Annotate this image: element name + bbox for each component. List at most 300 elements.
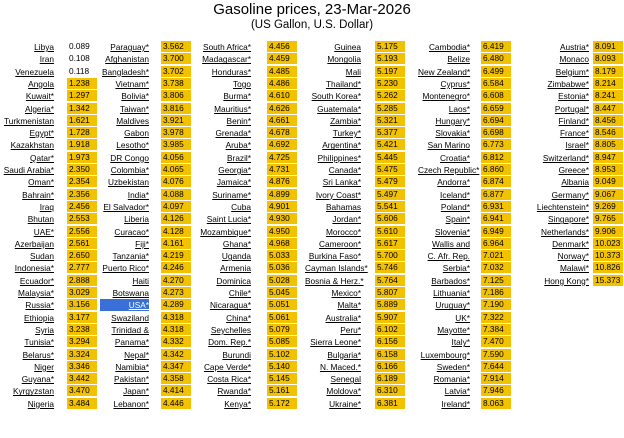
country-link[interactable]: Israel* bbox=[565, 140, 589, 151]
price-value: 4.661 bbox=[267, 115, 297, 126]
price-value: 4.358 bbox=[161, 373, 191, 384]
country-link[interactable]: Uganda bbox=[221, 251, 251, 262]
country-link[interactable]: Burma* bbox=[223, 91, 251, 102]
price-value: 4.930 bbox=[267, 213, 297, 224]
price-value: 8.456 bbox=[593, 115, 623, 126]
country-link[interactable]: Greece* bbox=[558, 165, 589, 175]
price-value: 6.480 bbox=[481, 53, 511, 64]
price-value: 5.061 bbox=[267, 312, 297, 323]
country-link[interactable]: Costa Rica* bbox=[207, 374, 251, 385]
price-value: 8.179 bbox=[593, 66, 623, 77]
country-link[interactable]: Azerbaijan bbox=[14, 238, 54, 249]
country-link[interactable]: Morocco* bbox=[325, 226, 361, 237]
price-value: 4.347 bbox=[161, 361, 191, 372]
country-link[interactable]: Moldova* bbox=[326, 386, 361, 397]
country-link[interactable]: Gabon bbox=[124, 128, 149, 139]
price-value: 5.193 bbox=[375, 53, 405, 64]
price-value: 5.746 bbox=[375, 262, 405, 273]
country-link[interactable]: South Africa* bbox=[203, 42, 251, 52]
country-link[interactable]: Saint Lucia* bbox=[206, 214, 251, 225]
price-value: 8.063 bbox=[481, 398, 511, 409]
price-value: 0.089 bbox=[67, 41, 97, 52]
price-value: 5.028 bbox=[267, 275, 297, 286]
price-value: 6.877 bbox=[481, 189, 511, 200]
country-link[interactable]: Monaco bbox=[559, 54, 589, 65]
price-value: 6.860 bbox=[481, 164, 511, 175]
price-value: 2.650 bbox=[67, 250, 97, 261]
price-value: 7.384 bbox=[481, 324, 511, 335]
country-link[interactable]: Ecuador* bbox=[19, 275, 54, 286]
chart-title: Gasoline prices, 23-Mar-2026 bbox=[213, 1, 411, 18]
country-link[interactable]: Grenada* bbox=[215, 128, 251, 139]
country-link[interactable]: Malawi* bbox=[559, 263, 589, 274]
country-link[interactable]: UK* bbox=[455, 312, 470, 323]
price-value: 8.805 bbox=[593, 139, 623, 150]
price-value: 8.947 bbox=[593, 152, 623, 163]
country-link[interactable]: Puerto Rico* bbox=[102, 263, 149, 274]
country-link[interactable]: Guatemala* bbox=[317, 103, 361, 114]
country-link[interactable]: Mali bbox=[345, 66, 361, 77]
country-link[interactable]: Bhutan bbox=[27, 214, 54, 225]
country-link[interactable]: Norway* bbox=[557, 251, 589, 262]
country-link[interactable]: Laos* bbox=[448, 103, 470, 114]
country-link[interactable]: Namibia* bbox=[115, 361, 149, 372]
country-link[interactable]: San Marino bbox=[427, 140, 470, 151]
country-link[interactable]: Haiti bbox=[132, 275, 149, 286]
country-link[interactable]: Denmark* bbox=[552, 238, 589, 249]
country-link[interactable]: Taiwan* bbox=[119, 103, 149, 114]
country-link[interactable]: Armenia bbox=[220, 263, 251, 274]
price-value: 6.698 bbox=[481, 127, 511, 138]
price-value: 4.318 bbox=[161, 312, 191, 323]
price-value: 3.806 bbox=[161, 90, 191, 101]
price-value: 6.189 bbox=[375, 373, 405, 384]
country-link[interactable]: Fiji* bbox=[135, 238, 149, 249]
country-link[interactable]: South Korea* bbox=[311, 91, 361, 102]
country-link[interactable]: Vietnam* bbox=[115, 78, 149, 89]
country-link[interactable]: Tunisia* bbox=[24, 337, 54, 348]
country-link[interactable]: Togo bbox=[233, 78, 251, 89]
country-link[interactable]: Albania bbox=[561, 177, 589, 188]
country-link[interactable]: Iran bbox=[39, 54, 54, 65]
price-value: 6.931 bbox=[481, 201, 511, 212]
price-value: 9.269 bbox=[593, 201, 623, 212]
country-link[interactable]: Mexico* bbox=[331, 288, 361, 298]
country-link[interactable]: Guyana* bbox=[21, 374, 54, 385]
price-value: 4.332 bbox=[161, 336, 191, 347]
country-link[interactable]: Colombia* bbox=[110, 165, 149, 175]
price-value: 7.644 bbox=[481, 361, 511, 372]
country-link[interactable]: Czech Republic* bbox=[418, 165, 480, 175]
country-link[interactable]: Cuba bbox=[231, 201, 251, 212]
country-link[interactable]: Dom. Rep.* bbox=[208, 337, 251, 348]
country-link[interactable]: Benin* bbox=[226, 115, 251, 126]
price-value: 1.342 bbox=[67, 103, 97, 114]
price-value: 7.186 bbox=[481, 287, 511, 298]
country-link[interactable]: Estonia* bbox=[558, 91, 589, 102]
price-value: 0.118 bbox=[67, 66, 97, 77]
country-link[interactable]: Brazil* bbox=[227, 152, 251, 163]
price-value: 4.731 bbox=[267, 164, 297, 175]
country-link[interactable]: India* bbox=[127, 189, 149, 200]
country-link[interactable]: Qatar* bbox=[30, 152, 54, 163]
price-value: 6.608 bbox=[481, 90, 511, 101]
price-value: 5.285 bbox=[375, 103, 405, 114]
price-value: 5.764 bbox=[375, 275, 405, 286]
country-link[interactable]: Belize bbox=[447, 54, 470, 65]
country-link[interactable]: Lesotho* bbox=[116, 140, 149, 151]
price-value: 5.700 bbox=[375, 250, 405, 261]
country-link[interactable]: Japan* bbox=[123, 386, 149, 397]
price-value: 6.694 bbox=[481, 115, 511, 126]
price-value: 5.230 bbox=[375, 78, 405, 89]
price-value: 3.738 bbox=[161, 78, 191, 89]
country-link[interactable]: Oman* bbox=[28, 177, 54, 188]
country-link[interactable]: Peru* bbox=[340, 324, 361, 335]
country-link[interactable]: Romania* bbox=[433, 374, 470, 385]
price-value: 5.197 bbox=[375, 66, 405, 77]
price-value: 8.091 bbox=[593, 41, 623, 52]
country-link[interactable]: Zimbabwe* bbox=[547, 78, 589, 89]
country-link[interactable]: Cambodia* bbox=[428, 42, 470, 52]
price-value: 4.876 bbox=[267, 176, 297, 187]
country-link[interactable]: Ivory Coast* bbox=[315, 189, 361, 200]
price-value: 3.978 bbox=[161, 127, 191, 138]
country-link[interactable]: Croatia* bbox=[440, 152, 470, 163]
price-value: 10.826 bbox=[593, 262, 623, 273]
price-value: 4.342 bbox=[161, 349, 191, 360]
country-link[interactable]: Malaysia* bbox=[18, 288, 54, 298]
price-value: 3.442 bbox=[67, 373, 97, 384]
country-link[interactable]: Bosnia & Herz.* bbox=[305, 275, 364, 286]
price-value: 4.901 bbox=[267, 201, 297, 212]
country-link[interactable]: Swaziland bbox=[111, 312, 149, 323]
country-link[interactable]: Mauritius* bbox=[214, 103, 251, 114]
country-link[interactable]: Bahamas bbox=[325, 201, 361, 212]
country-link[interactable]: Cayman Islands* bbox=[305, 263, 368, 274]
country-link[interactable]: Iraq bbox=[39, 201, 54, 212]
country-link[interactable]: Sudan bbox=[30, 251, 54, 262]
price-value: 6.941 bbox=[481, 213, 511, 224]
country-link[interactable]: Finland* bbox=[558, 115, 589, 126]
country-link[interactable]: Sweden* bbox=[436, 361, 470, 372]
price-value: 6.419 bbox=[481, 41, 511, 52]
country-link[interactable]: Nicaragua* bbox=[209, 300, 251, 311]
country-link[interactable]: Montenegro* bbox=[422, 91, 470, 102]
country-link[interactable]: Turkmenistan bbox=[4, 115, 54, 126]
price-value: 1.728 bbox=[67, 127, 97, 138]
country-link[interactable]: Jamaica* bbox=[216, 177, 251, 188]
country-link[interactable]: Cyprus* bbox=[440, 78, 470, 89]
price-value: 5.033 bbox=[267, 250, 297, 261]
country-link[interactable]: Venezuela bbox=[15, 66, 54, 77]
price-value: 4.076 bbox=[161, 176, 191, 187]
price-value: 5.907 bbox=[375, 312, 405, 323]
country-link[interactable]: Indonesia* bbox=[14, 263, 54, 274]
country-link[interactable]: Ghana* bbox=[222, 238, 251, 249]
country-link[interactable]: Panama* bbox=[114, 337, 149, 348]
country-link[interactable]: Chile* bbox=[228, 288, 251, 298]
price-value: 2.561 bbox=[67, 238, 97, 249]
price-value: 5.377 bbox=[375, 127, 405, 138]
country-link[interactable]: Tanzania* bbox=[112, 251, 149, 262]
country-link[interactable]: Cameroon* bbox=[319, 238, 361, 249]
country-link[interactable]: UAE* bbox=[33, 226, 54, 237]
price-value: 3.470 bbox=[67, 385, 97, 396]
country-link[interactable]: China* bbox=[226, 312, 251, 323]
country-link[interactable]: Netherlands* bbox=[541, 226, 589, 237]
country-link[interactable]: Nepal* bbox=[124, 349, 149, 360]
country-link[interactable]: Saudi Arabia* bbox=[3, 165, 54, 175]
country-link[interactable]: Georgia* bbox=[218, 165, 251, 175]
price-value: 5.175 bbox=[375, 41, 405, 52]
price-value: 6.874 bbox=[481, 176, 511, 187]
country-link[interactable]: Turkey* bbox=[332, 128, 361, 139]
country-link[interactable]: Hong Kong* bbox=[544, 275, 589, 286]
price-value: 2.356 bbox=[67, 189, 97, 200]
price-value: 2.350 bbox=[67, 164, 97, 175]
price-value: 5.102 bbox=[267, 349, 297, 360]
country-link[interactable]: Russia* bbox=[25, 300, 54, 311]
country-link[interactable]: Burkina Faso* bbox=[308, 251, 361, 262]
price-value: 4.097 bbox=[161, 201, 191, 212]
price-value: 4.219 bbox=[161, 250, 191, 261]
price-value: 6.584 bbox=[481, 78, 511, 89]
country-link[interactable]: Iceland* bbox=[440, 189, 470, 200]
country-link[interactable]: Argentina* bbox=[322, 140, 361, 151]
price-value: 6.812 bbox=[481, 152, 511, 163]
price-value: 1.238 bbox=[67, 78, 97, 89]
country-link[interactable]: Kazakhstan bbox=[10, 140, 54, 151]
price-value: 3.346 bbox=[67, 361, 97, 372]
country-link[interactable]: Liberia bbox=[124, 214, 149, 225]
country-link[interactable]: Ireland* bbox=[441, 398, 470, 409]
price-value: 3.029 bbox=[67, 287, 97, 298]
country-link[interactable]: Bangladesh* bbox=[101, 66, 149, 77]
price-value: 8.241 bbox=[593, 90, 623, 101]
country-link[interactable]: N. Maced.* bbox=[319, 361, 361, 372]
country-link[interactable]: Uzbekistan bbox=[107, 177, 149, 188]
chart-subtitle: (US Gallon, U.S. Dollar) bbox=[250, 19, 374, 31]
country-link[interactable]: Bahrain* bbox=[22, 189, 54, 200]
price-value: 7.322 bbox=[481, 312, 511, 323]
price-value: 3.294 bbox=[67, 336, 97, 347]
price-value: 5.045 bbox=[267, 287, 297, 298]
price-value: 3.702 bbox=[161, 66, 191, 77]
price-value: 8.953 bbox=[593, 164, 623, 175]
price-value: 10.023 bbox=[593, 238, 623, 249]
country-link[interactable]: Austria* bbox=[559, 42, 589, 52]
country-link[interactable]: Egypt* bbox=[29, 128, 54, 139]
price-value: 4.678 bbox=[267, 127, 297, 138]
country-link[interactable]: Niger bbox=[34, 361, 54, 372]
country-link[interactable]: Paraguay* bbox=[110, 42, 149, 52]
price-value: 3.816 bbox=[161, 103, 191, 114]
price-value: 5.051 bbox=[267, 299, 297, 310]
country-link[interactable]: Aruba* bbox=[225, 140, 251, 151]
price-value: 1.297 bbox=[67, 90, 97, 101]
country-link[interactable]: Maldives bbox=[116, 115, 149, 126]
country-link[interactable]: Belarus* bbox=[22, 349, 54, 360]
price-value: 4.692 bbox=[267, 139, 297, 150]
price-value: 5.541 bbox=[375, 201, 405, 212]
price-value: 6.949 bbox=[481, 226, 511, 237]
country-link[interactable]: Germany* bbox=[551, 189, 589, 200]
country-link[interactable]: Canada* bbox=[328, 165, 361, 175]
country-link[interactable]: Slovenia* bbox=[434, 226, 470, 237]
price-value: 5.606 bbox=[375, 213, 405, 224]
country-link[interactable]: Sierra Leone* bbox=[310, 337, 361, 348]
country-link[interactable]: Slovakia* bbox=[435, 128, 470, 139]
price-value: 4.950 bbox=[267, 226, 297, 237]
country-link[interactable]: Bolivia* bbox=[121, 91, 149, 102]
country-link[interactable]: Poland* bbox=[440, 201, 470, 212]
country-link[interactable]: Mongolia bbox=[327, 54, 361, 65]
country-link[interactable]: Bulgaria* bbox=[327, 349, 361, 360]
price-value: 5.079 bbox=[267, 324, 297, 335]
country-link[interactable]: Seychelles bbox=[210, 324, 251, 335]
price-value: 4.610 bbox=[267, 90, 297, 101]
country-link[interactable]: Senegal bbox=[330, 374, 361, 385]
price-value: 1.973 bbox=[67, 152, 97, 163]
country-link[interactable]: Philippines* bbox=[317, 152, 361, 163]
country-link[interactable]: Wallis and bbox=[432, 238, 470, 249]
country-link[interactable]: Ukraine* bbox=[329, 398, 361, 409]
country-link[interactable]: Angola bbox=[28, 78, 54, 89]
country-link[interactable]: Andorra* bbox=[437, 177, 470, 188]
country-link[interactable]: DR Congo bbox=[110, 152, 149, 163]
price-value: 3.562 bbox=[161, 41, 191, 52]
price-value: 5.321 bbox=[375, 115, 405, 126]
country-link[interactable]: Latvia* bbox=[444, 386, 470, 397]
price-value: 5.889 bbox=[375, 299, 405, 310]
country-link[interactable]: C. Afr. Rep. bbox=[427, 251, 470, 262]
country-link[interactable]: Honduras* bbox=[211, 66, 251, 77]
price-value: 2.888 bbox=[67, 275, 97, 286]
price-value: 4.161 bbox=[161, 238, 191, 249]
country-link[interactable]: Lithuania* bbox=[433, 288, 470, 298]
country-link[interactable]: Thailand* bbox=[325, 78, 361, 89]
price-value: 2.456 bbox=[67, 201, 97, 212]
country-link[interactable]: Sri Lanka* bbox=[322, 177, 361, 188]
price-value: 5.610 bbox=[375, 226, 405, 237]
price-value: 7.914 bbox=[481, 373, 511, 384]
country-link[interactable]: Guinea bbox=[334, 42, 361, 52]
price-value: 4.968 bbox=[267, 238, 297, 249]
price-value: 4.899 bbox=[267, 189, 297, 200]
country-link[interactable]: Libya bbox=[34, 42, 54, 52]
price-value: 3.324 bbox=[67, 349, 97, 360]
country-link[interactable]: Kuwait* bbox=[25, 91, 54, 102]
country-link[interactable]: Australia* bbox=[325, 312, 361, 323]
price-value: 4.456 bbox=[267, 41, 297, 52]
country-link[interactable]: Botswana bbox=[112, 288, 149, 298]
country-link[interactable]: Curacao* bbox=[114, 226, 149, 237]
country-link[interactable]: Singapore* bbox=[547, 214, 589, 225]
price-value: 4.485 bbox=[267, 66, 297, 77]
price-value: 0.108 bbox=[67, 53, 97, 64]
price-value: 5.617 bbox=[375, 238, 405, 249]
country-link[interactable]: Mayotte* bbox=[437, 324, 470, 335]
price-value: 6.158 bbox=[375, 349, 405, 360]
price-value: 5.161 bbox=[267, 385, 297, 396]
price-value: 7.125 bbox=[481, 275, 511, 286]
country-link[interactable]: Afghanistan bbox=[105, 54, 149, 65]
country-link[interactable]: Ethiopia bbox=[24, 312, 54, 323]
price-value: 5.475 bbox=[375, 164, 405, 175]
price-value: 9.067 bbox=[593, 189, 623, 200]
country-link[interactable]: Spain* bbox=[445, 214, 470, 225]
price-value: 5.145 bbox=[267, 373, 297, 384]
country-link[interactable]: Nigeria bbox=[27, 398, 54, 409]
price-value: 4.486 bbox=[267, 78, 297, 89]
country-link[interactable]: Switzerland* bbox=[542, 152, 589, 163]
price-value: 3.700 bbox=[161, 53, 191, 64]
price-value: 5.085 bbox=[267, 336, 297, 347]
price-value: 4.273 bbox=[161, 287, 191, 298]
country-link[interactable]: Barbados* bbox=[431, 275, 470, 286]
price-value: 6.102 bbox=[375, 324, 405, 335]
country-link[interactable]: Rwanda* bbox=[217, 386, 251, 397]
country-link[interactable]: Syria bbox=[35, 324, 54, 335]
price-value: 3.484 bbox=[67, 398, 97, 409]
price-value: 4.056 bbox=[161, 152, 191, 163]
price-value: 5.140 bbox=[267, 361, 297, 372]
country-link[interactable]: Hungary* bbox=[435, 115, 470, 126]
country-link[interactable]: Kenya* bbox=[224, 398, 251, 409]
price-value: 5.497 bbox=[375, 189, 405, 200]
country-link[interactable]: New Zealand* bbox=[418, 66, 471, 77]
country-link[interactable]: Malta* bbox=[337, 300, 361, 311]
price-value: 15.373 bbox=[593, 275, 623, 286]
price-value: 4.088 bbox=[161, 189, 191, 200]
country-link[interactable]: Belgium* bbox=[555, 66, 589, 77]
price-value: 4.126 bbox=[161, 213, 191, 224]
price-value: 2.777 bbox=[67, 262, 97, 273]
price-value: 7.470 bbox=[481, 336, 511, 347]
country-link[interactable]: France* bbox=[559, 128, 589, 139]
country-link[interactable]: Dominica bbox=[216, 275, 251, 286]
price-value: 3.177 bbox=[67, 312, 97, 323]
price-value: 3.238 bbox=[67, 324, 97, 335]
country-link[interactable]: Uruguay* bbox=[435, 300, 470, 311]
country-link[interactable]: Trinidad & bbox=[111, 324, 149, 335]
price-value: 4.626 bbox=[267, 103, 297, 114]
country-link[interactable]: Cape Verde* bbox=[203, 361, 251, 372]
price-value: 5.807 bbox=[375, 287, 405, 298]
country-link[interactable]: Burundi bbox=[222, 349, 251, 360]
country-link[interactable]: Italy* bbox=[451, 337, 470, 348]
country-link[interactable]: Liechtenstein* bbox=[536, 201, 589, 212]
country-link[interactable]: Portugal* bbox=[554, 103, 589, 114]
country-link[interactable]: Jordan* bbox=[332, 214, 361, 225]
country-link[interactable]: Kyrgyzstan bbox=[12, 386, 54, 397]
country-link[interactable]: Lebanon* bbox=[113, 398, 149, 409]
country-link[interactable]: El Salvador* bbox=[103, 201, 149, 212]
price-value: 9.906 bbox=[593, 226, 623, 237]
country-link[interactable]: Algeria* bbox=[24, 103, 54, 114]
country-link[interactable]: Suriname* bbox=[212, 189, 251, 200]
country-link[interactable]: Mozambique* bbox=[200, 226, 251, 237]
country-link[interactable]: Pakistan* bbox=[113, 374, 149, 385]
country-link[interactable]: Madagascar* bbox=[202, 54, 251, 65]
price-value: 6.773 bbox=[481, 139, 511, 150]
country-link[interactable]: USA* bbox=[100, 299, 149, 311]
country-link[interactable]: Luxembourg* bbox=[420, 349, 470, 360]
country-link[interactable]: Serbia* bbox=[442, 263, 470, 274]
price-value: 4.446 bbox=[161, 398, 191, 409]
country-link[interactable]: Zambia* bbox=[330, 115, 361, 126]
